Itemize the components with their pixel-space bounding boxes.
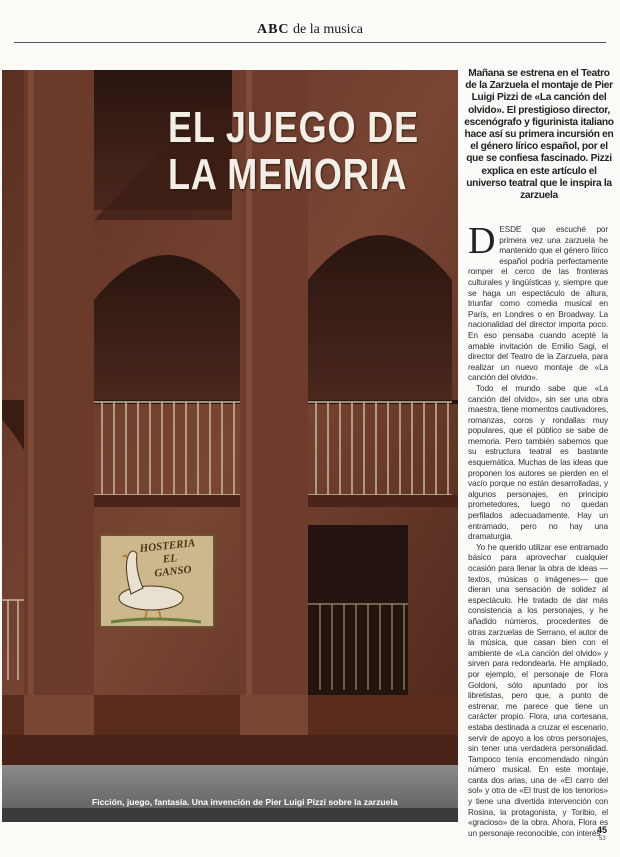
hosteria-sign: [99, 534, 215, 628]
paragraph-1-text: ESDE que escuché por primera vez una zarzuela he mantenido que el género lírico español podría perfectamente romper el cerco de las fronteras culturales y lingüísticas y, siempre que se haga un espectáculo de altura, triunfar como comedia musical en París, en Londres o en Broadway. La nacionalidad del director importa poco. En eso pensaba cuando acepté la amable invitación de Emilio Sagi, el director del Teatro de la Zarzuela, para realizar un nuevo montaje de «La canción del olvido».: [468, 224, 608, 383]
page-number: 45: [597, 825, 608, 835]
drop-cap: D: [468, 220, 496, 262]
section-name: de la musica: [293, 22, 364, 37]
body-paragraph: Todo el mundo sabe que «La canción del olvido», sin ser una obra maestra, tiene momentos cautivadores, romanzas, coros y rondallas muy populares, que el público se sabe de memoria. Pero también sabemos que su estructura teatral es bastante esquemática. Muchas de las ideas que proponen los autores se pierden en el vacío porque no están desarrolladas, y algunos personajes, en principio prometedores, luego no quedan perfilados adecuadamente. Hay un entramado, pero no hay una dramaturgia.: [468, 382, 608, 542]
sign-line-2: EL: [162, 552, 178, 566]
section-header: [0, 22, 620, 38]
brand-name: ABC: [256, 22, 290, 37]
headline-line-1: EL JUEGO DE: [168, 103, 419, 152]
headline: [168, 104, 419, 198]
photo-caption: Ficción, juego, fantasía. Una invención de Pier Luigi Pizzi sobre la zarzuela: [92, 797, 398, 807]
body-paragraph: Yo he querido utilizar ese entramado básico para aprovechar cualquier ocasión para llenar la obra de ideas —textos, músicas o imágenes— que dieran una sensación de solidez al espectáculo. He tratado de dar más consistencia a los personajes, y he añadido números, procedentes de otras zarzuelas de Serrano, el autor de la música, que casan bien con el ambiente de «La canción del olvido» y sirven para redondearla. He ampliado, por ejemplo, el personaje de Flora Goldoni, sólo apuntado por los libretistas, pero que, a punto de estrenar, me parece que tiene un carácter propio. Flora, una cortesana, estaba destinada a cruzar el escenario, servir de apoyo a los otros personajes, sin tener una verdadera personalidad. Tampoco tenía encomendado ningún número musical. En este montaje, canta dos arias, una de «El carro del sol» y otra de «El trust de los tenorios» y tiene una divertida intervención con Rosina, la protagonista, y Toribio, el «gracioso» de la obra. Ahora, Flora es un personaje reconocible, con interés: [468, 541, 608, 838]
lead-paragraph: Mañana se estrena en el Teatro de la Zarzuela el montaje de Pier Luigi Pizzi de «La canción del olvido». El prestigioso director, escenógrafo y figurinista italiano hace así su primera incursión en el género lírico español, por el que se confiesa fascinado. Pizzi explica en este artículo el universo teatral que le inspira la zarzuela: [464, 68, 614, 202]
article-body: [468, 220, 608, 838]
body-paragraph: [468, 220, 608, 383]
sign-line-3: GANSO: [153, 563, 193, 580]
header-rule: [14, 42, 606, 43]
headline-line-2: LA MEMORIA: [168, 150, 408, 199]
sign-text: [139, 537, 198, 582]
page-sub-number: 53: [599, 836, 606, 842]
sign-line-1: HOSTERIA: [139, 537, 196, 555]
